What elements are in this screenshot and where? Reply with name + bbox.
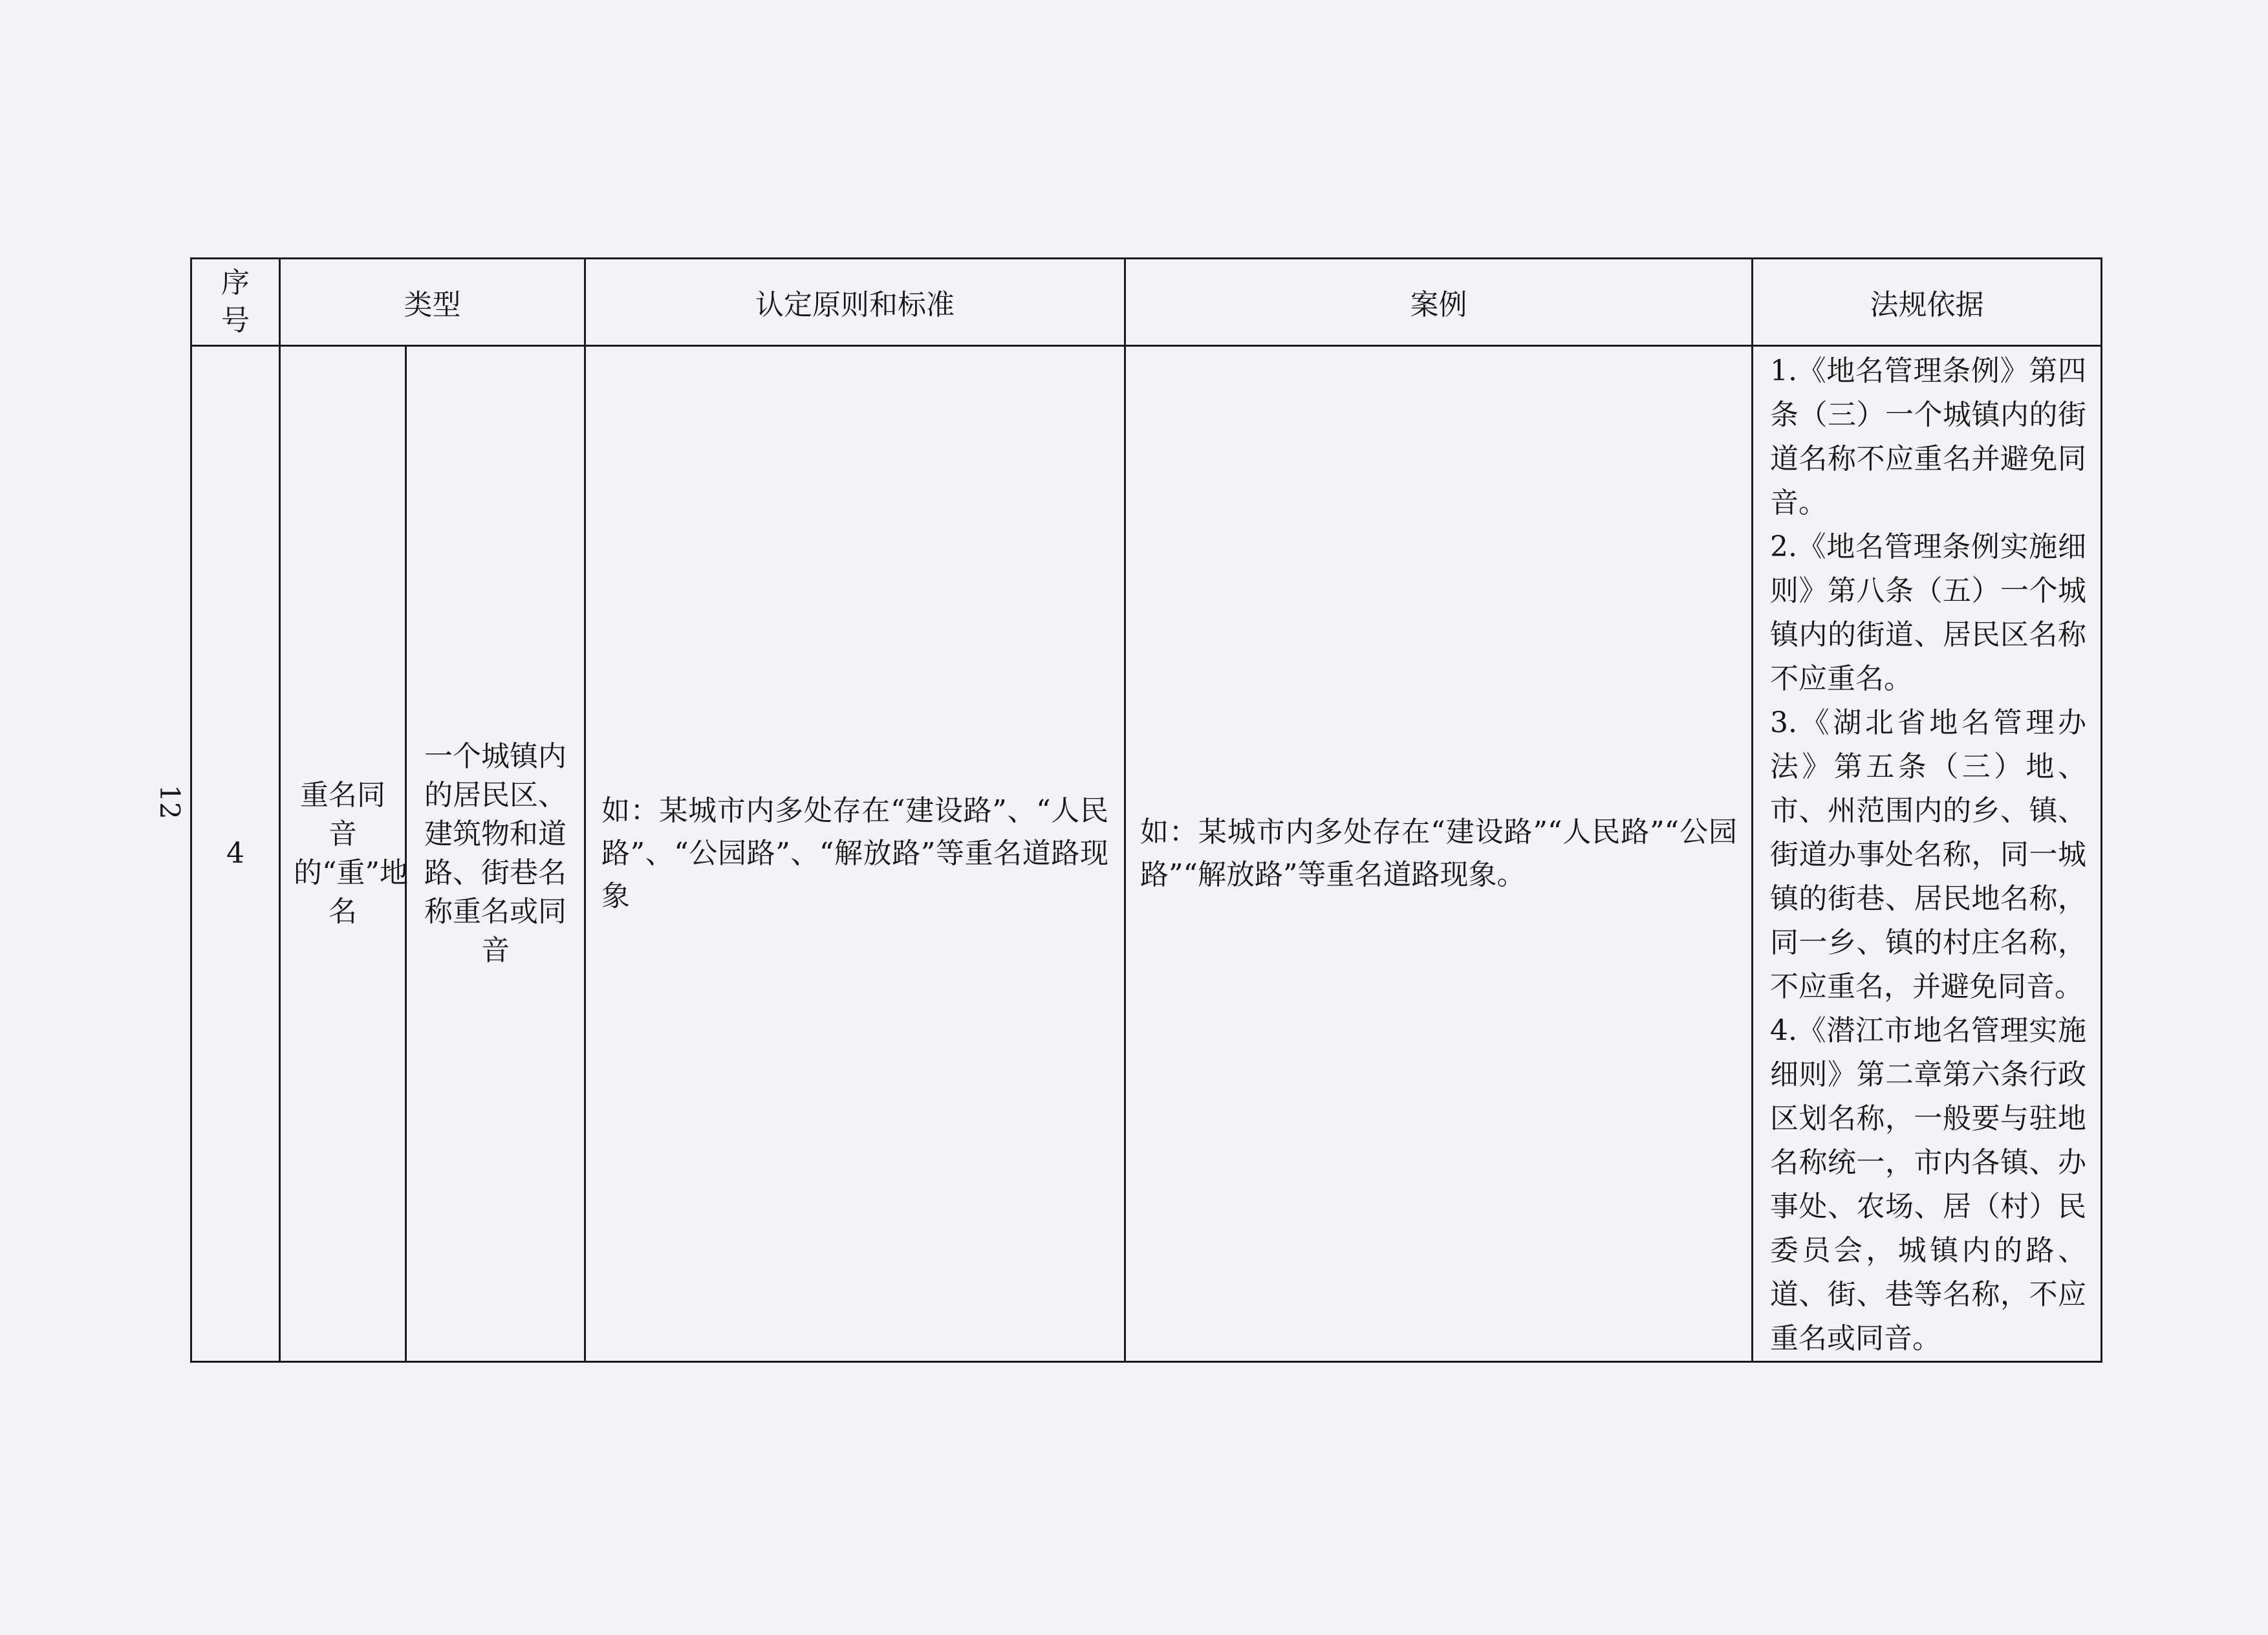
header-type: 类型 [280,259,585,346]
header-seq [191,259,280,346]
row-standard: 如：某城市内多处存在“建设路”、“人民路”、“公园路”、“解放路”等重名道路现象 [585,346,1125,1362]
header-case: 案例 [1125,259,1753,346]
law-item-4: 4.《潜江市地名管理实施细则》第二章第六条行政区划名称，一般要与驻地名称统一，市内各镇、办事处、农场、居（村）民委员会，城镇内的路、道、街、巷等名称，不应重名或同音。 [1770,1014,2086,1355]
header-seq-text: 序 号 [221,266,250,337]
law-item-3: 3.《湖北省地名管理办法》第五条（三）地、市、州范围内的乡、镇、街道办事处名称，同一城镇的街巷、居民地名称，同一乡、镇的村庄名称，不应重名，并避免同音。 [1770,706,2086,1003]
header-standard: 认定原则和标准 [585,259,1125,346]
page-number: 12 [154,785,186,819]
row-subtype: 一个城镇内的居民区、建筑物和道路、街巷名称重名或同音 [406,346,585,1362]
header-row [191,259,2102,346]
row-type: 重名同音的“重”地名 [280,346,406,1362]
standards-table [190,257,2102,1363]
table-row [191,346,2102,1362]
row-seq: 4 [191,346,280,1362]
header-law: 法规依据 [1753,259,2102,346]
law-item-1: 1.《地名管理条例》第四条（三）一个城镇内的街道名称不应重名并避免同音。 [1770,354,2086,519]
row-case: 如：某城市内多处存在“建设路”“人民路”“公园路”“解放路”等重名道路现象。 [1125,346,1753,1362]
row-law [1753,346,2102,1362]
law-item-2: 2.《地名管理条例实施细则》第八条（五）一个城镇内的街道、居民区名称不应重名。 [1770,530,2086,695]
